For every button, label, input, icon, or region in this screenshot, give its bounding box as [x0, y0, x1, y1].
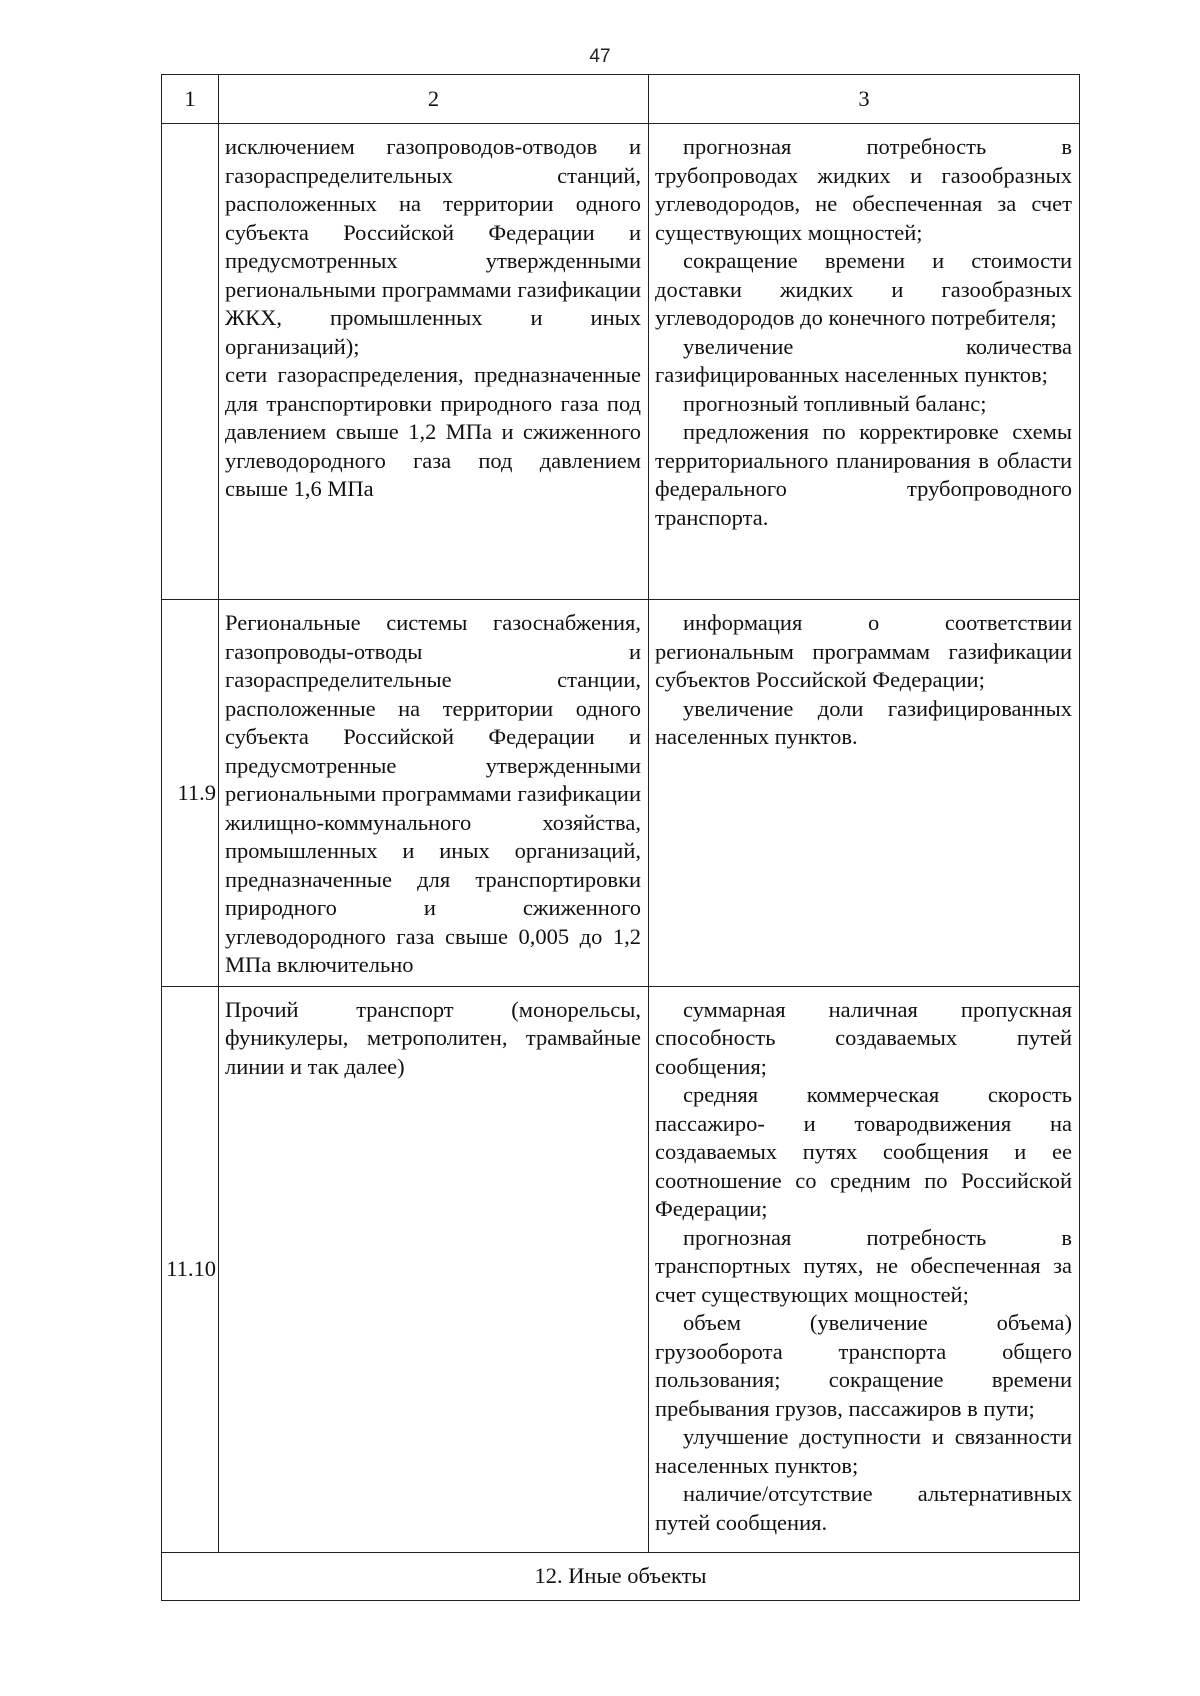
paragraph: увеличение доли газифицированных населенных пунктов.: [655, 695, 1072, 749]
table-row: [162, 124, 1080, 600]
paragraph: исключением газопроводов-отводов и газораспределительных станций, расположенных на территории одного субъекта Российской Федерации и предусмотренных утвержденными региональными программами газификации ЖКХ, промышленных и иных организаций);: [225, 134, 641, 359]
paragraph: Региональные системы газоснабжения, газопроводы-отводы и газораспределительные станции, расположенные на территории одного субъекта Российской Федерации и предусмотренные утвержденными региональными программами газификации жилищно-коммунального хозяйства, промышленных и иных организаций, предназначенные для транспортировки природного и сжиженного углеводородного газа свыше 0,005 до 1,2 МПа включительно: [225, 610, 641, 977]
header-col-3: 3: [649, 75, 1080, 124]
paragraph: увеличение количества газифицированных населенных пунктов;: [655, 333, 1072, 387]
paragraph: прогнозная потребность в трубопроводах жидких и газообразных углеводородов, не обеспеченная за счет существующих мощностей;: [655, 134, 1072, 245]
paragraph: прогнозный топливный баланс;: [683, 390, 987, 416]
paragraph: суммарная наличная пропускная способность создаваемых путей сообщения;: [655, 996, 1072, 1079]
object-description-cell: [219, 124, 649, 600]
table-header-row: [162, 75, 1080, 124]
paragraph: сети газораспределения, предназначенные для транспортировки природного газа под давлением свыше 1,2 МПа и сжиженного углеводородного газа под давлением свыше 1,6 МПа: [225, 362, 641, 501]
paragraph: прогнозная потребность в транспортных путях, не обеспеченная за счет существующих мощностей;: [655, 1224, 1072, 1307]
header-col-2: 2: [219, 75, 649, 124]
document-table: [161, 74, 1080, 1601]
indicators-cell: [649, 600, 1080, 987]
paragraph: объем (увеличение объема) грузооборота транспорта общего пользования; сокращение времени пребывания грузов, пассажиров в пути;: [655, 1310, 1072, 1421]
paragraph: предложения по корректировке схемы территориального планирования в области федерального трубопроводного транспорта.: [655, 419, 1072, 530]
paragraph: информация о соответствии региональным программам газификации субъектов Российской Федерации;: [655, 610, 1072, 692]
section-title: 12. Иные объекты: [162, 1552, 1080, 1600]
page-number: 47: [589, 46, 611, 67]
indicators-cell: [649, 986, 1080, 1552]
section-heading-row: [162, 1552, 1080, 1600]
table-row: [162, 986, 1080, 1552]
object-description-cell: [219, 986, 649, 1552]
object-description-cell: [219, 600, 649, 987]
indicators-cell: [649, 124, 1080, 600]
table-row: [162, 600, 1080, 987]
paragraph: наличие/отсутствие альтернативных путей сообщения.: [655, 1481, 1072, 1535]
row-number: 11.10: [162, 986, 219, 1552]
paragraph: Прочий транспорт (монорельсы, фуникулеры, метрополитен, трамвайные линии и так далее): [225, 996, 641, 1079]
row-number: 11.9: [162, 600, 219, 987]
row-number: [162, 124, 219, 600]
paragraph: сокращение времени и стоимости доставки жидких и газообразных углеводородов до конечного потребителя;: [655, 248, 1072, 330]
header-col-1: 1: [162, 75, 219, 124]
paragraph: улучшение доступности и связанности населенных пунктов;: [655, 1424, 1072, 1478]
paragraph: средняя коммерческая скорость пассажиро- и товародвижения на создаваемых путях сообщения и ее соотношение со средним по Российской Федерации;: [655, 1082, 1072, 1221]
